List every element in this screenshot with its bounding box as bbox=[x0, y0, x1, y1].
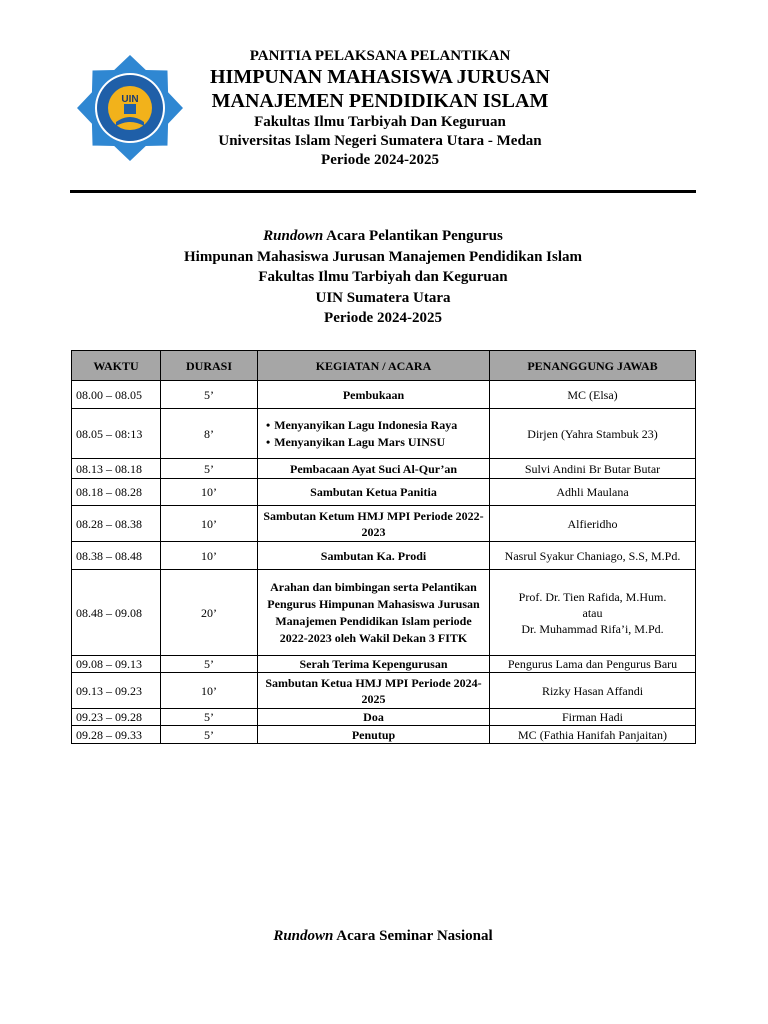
col-header-activity: KEGIATAN / ACARA bbox=[258, 351, 490, 381]
cell-pic: Alfieridho bbox=[490, 506, 696, 542]
col-header-time: WAKTU bbox=[72, 351, 161, 381]
table-row bbox=[72, 709, 696, 726]
cell-duration: 5’ bbox=[161, 726, 258, 744]
cell-duration: 20’ bbox=[161, 570, 258, 656]
title-line2: Himpunan Mahasiswa Jurusan Manajemen Pendidikan Islam bbox=[184, 248, 582, 265]
activity-bullet-list bbox=[262, 417, 485, 451]
title-line3: Fakultas Ilmu Tarbiyah dan Keguruan bbox=[258, 269, 508, 285]
table-row bbox=[72, 409, 696, 459]
cell-activity: Sambutan Ketum HMJ MPI Periode 2022-2023 bbox=[258, 506, 490, 542]
cell-activity: Serah Terima Kepengurusan bbox=[258, 656, 490, 673]
cell-pic: Pengurus Lama dan Pengurus Baru bbox=[490, 656, 696, 673]
title-line1-rest: Acara Pelantikan Pengurus bbox=[323, 228, 503, 244]
rundown-table bbox=[71, 350, 696, 744]
document-title bbox=[70, 226, 696, 329]
committee-name: PANITIA PELAKSANA PELANTIKAN bbox=[249, 48, 511, 64]
pic-line: Prof. Dr. Tien Rafida, M.Hum. bbox=[518, 589, 667, 604]
cell-time: 09.13 – 09.23 bbox=[72, 673, 161, 709]
cell-time: 08.00 – 08.05 bbox=[72, 381, 161, 409]
logo-text: UIN bbox=[121, 94, 139, 105]
cell-time: 09.08 – 09.13 bbox=[72, 656, 161, 673]
list-item: • Menyanyikan Lagu Indonesia Raya bbox=[262, 417, 485, 434]
table-row bbox=[72, 381, 696, 409]
cell-duration: 5’ bbox=[161, 459, 258, 479]
table-row bbox=[72, 570, 696, 656]
cell-duration: 5’ bbox=[161, 709, 258, 726]
cell-activity: Arahan dan bimbingan serta Pelantikan Pengurus Himpunan Mahasiswa Jurusan Manajemen Pendidikan Islam periode 2022-2023 oleh Wakil Dekan 3 FITK bbox=[258, 570, 490, 656]
cell-pic: Firman Hadi bbox=[490, 709, 696, 726]
table-row bbox=[72, 673, 696, 709]
letterhead bbox=[190, 47, 570, 170]
table-row bbox=[72, 479, 696, 506]
university-name: Universitas Islam Negeri Sumatera Utara - Medan bbox=[218, 133, 542, 149]
next-section-title bbox=[70, 928, 696, 945]
title-line4: UIN Sumatera Utara bbox=[315, 289, 451, 306]
cell-time: 08.28 – 08.38 bbox=[72, 506, 161, 542]
cell-duration: 8’ bbox=[161, 409, 258, 459]
cell-time: 08.48 – 09.08 bbox=[72, 570, 161, 656]
table-header-row bbox=[72, 351, 696, 381]
table-row bbox=[72, 459, 696, 479]
cell-duration: 10’ bbox=[161, 479, 258, 506]
cell-activity: Pembukaan bbox=[258, 381, 490, 409]
cell-activity: Sambutan Ka. Prodi bbox=[258, 542, 490, 570]
cell-time: 08.13 – 08.18 bbox=[72, 459, 161, 479]
footer-title-rest: Acara Seminar Nasional bbox=[333, 928, 493, 944]
col-header-pic: PENANGGUNG JAWAB bbox=[490, 351, 696, 381]
cell-duration: 5’ bbox=[161, 656, 258, 673]
cell-time: 08.05 – 08:13 bbox=[72, 409, 161, 459]
cell-pic: MC (Elsa) bbox=[490, 381, 696, 409]
table-row bbox=[72, 656, 696, 673]
cell-activity bbox=[258, 409, 490, 459]
header-divider bbox=[70, 190, 696, 193]
cell-duration: 5’ bbox=[161, 381, 258, 409]
cell-time: 09.28 – 09.33 bbox=[72, 726, 161, 744]
cell-pic: Adhli Maulana bbox=[490, 479, 696, 506]
cell-pic: MC (Fathia Hanifah Panjaitan) bbox=[490, 726, 696, 744]
table-row bbox=[72, 542, 696, 570]
cell-time: 08.38 – 08.48 bbox=[72, 542, 161, 570]
cell-duration: 10’ bbox=[161, 542, 258, 570]
faculty-name: Fakultas Ilmu Tarbiyah Dan Keguruan bbox=[254, 114, 506, 130]
pic-line: atau bbox=[582, 605, 603, 620]
cell-activity: Doa bbox=[258, 709, 490, 726]
cell-pic: Nasrul Syakur Chaniago, S.S, M.Pd. bbox=[490, 542, 696, 570]
cell-pic: Dirjen (Yahra Stambuk 23) bbox=[490, 409, 696, 459]
cell-activity: Penutup bbox=[258, 726, 490, 744]
table-row bbox=[72, 726, 696, 744]
table-row bbox=[72, 506, 696, 542]
org-name-line2: MANAJEMEN PENDIDIKAN ISLAM bbox=[211, 90, 549, 112]
footer-rundown-word: Rundown bbox=[273, 928, 334, 944]
cell-pic: Sulvi Andini Br Butar Butar bbox=[490, 459, 696, 479]
pic-line: Dr. Muhammad Rifa’i, M.Pd. bbox=[521, 621, 664, 636]
cell-activity: Sambutan Ketua HMJ MPI Periode 2024-2025 bbox=[258, 673, 490, 709]
cell-activity: Sambutan Ketua Panitia bbox=[258, 479, 490, 506]
cell-duration: 10’ bbox=[161, 506, 258, 542]
header-period: Periode 2024-2025 bbox=[321, 152, 439, 168]
hmj-mpi-logo-icon bbox=[74, 52, 186, 164]
cell-pic: Rizky Hasan Affandi bbox=[490, 673, 696, 709]
cell-pic bbox=[490, 570, 696, 656]
org-name-line1: HIMPUNAN MAHASISWA JURUSAN bbox=[209, 66, 551, 88]
cell-duration: 10’ bbox=[161, 673, 258, 709]
cell-time: 09.23 – 09.28 bbox=[72, 709, 161, 726]
col-header-duration: DURASI bbox=[161, 351, 258, 381]
cell-time: 08.18 – 08.28 bbox=[72, 479, 161, 506]
cell-activity: Pembacaan Ayat Suci Al-Qur’an bbox=[258, 459, 490, 479]
title-line1 bbox=[70, 226, 696, 247]
list-item: • Menyanyikan Lagu Mars UINSU bbox=[262, 434, 485, 451]
title-rundown-word: Rundown bbox=[263, 228, 324, 244]
title-line5: Periode 2024-2025 bbox=[324, 310, 442, 326]
